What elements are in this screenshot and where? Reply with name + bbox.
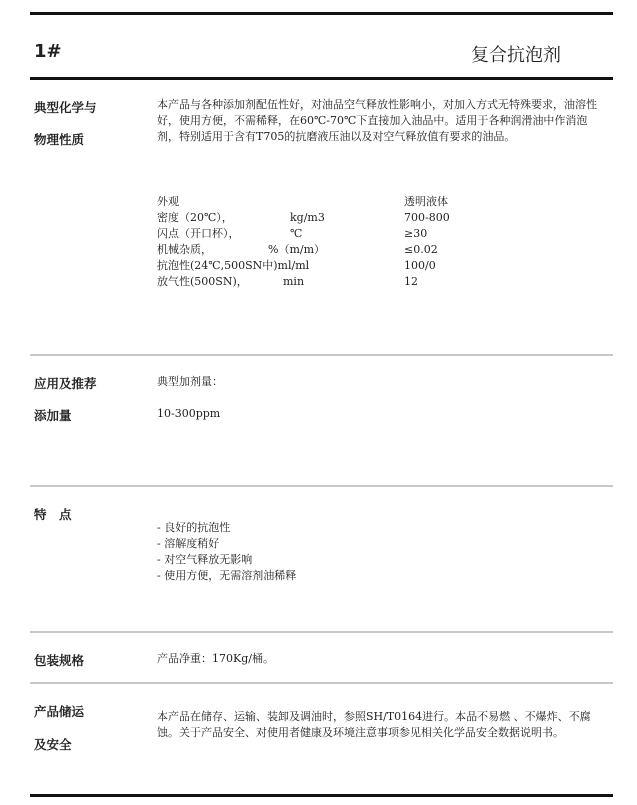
document-number: 1# bbox=[34, 41, 62, 62]
props-label-line2: 物理性质 bbox=[34, 132, 85, 147]
prop-value: ≥30 bbox=[404, 227, 428, 240]
prop-name: 机械杂质， bbox=[157, 243, 212, 256]
prop-name: 抗泡性(24℃,500SN中)ml/ml bbox=[157, 259, 310, 272]
dosage-label-line1: 应用及推荐 bbox=[34, 376, 97, 391]
header-rule bbox=[30, 77, 613, 80]
prop-value: 100/0 bbox=[404, 259, 436, 272]
feature-item: - 良好的抗泡性 bbox=[157, 521, 231, 534]
package-text: 产品净重：170Kg/桶。 bbox=[157, 652, 274, 665]
prop-value: 透明液体 bbox=[404, 195, 448, 208]
features-label: 特 点 bbox=[34, 507, 72, 522]
prop-unit: kg/m3 bbox=[290, 211, 325, 224]
feature-item: - 对空气释放无影响 bbox=[157, 553, 253, 566]
props-label-line1: 典型化学与 bbox=[34, 100, 97, 115]
section-divider bbox=[30, 354, 613, 356]
prop-unit: min bbox=[283, 275, 305, 288]
section-divider bbox=[30, 631, 613, 633]
section-divider bbox=[30, 682, 613, 684]
prop-name: 闪点（开口杯）， bbox=[157, 227, 240, 240]
prop-name: 密度（20℃）， bbox=[157, 211, 233, 224]
storage-label-line1: 产品储运 bbox=[34, 704, 85, 719]
prop-value: ≤0.02 bbox=[404, 243, 438, 256]
dosage-label-line2: 添加量 bbox=[34, 408, 72, 423]
package-label: 包装规格 bbox=[34, 653, 85, 668]
prop-value: 700-800 bbox=[404, 211, 450, 224]
prop-unit: %（m/m） bbox=[268, 243, 326, 256]
top-rule bbox=[30, 12, 613, 15]
bottom-rule bbox=[30, 794, 613, 797]
storage-label-line2: 及安全 bbox=[34, 737, 72, 752]
props-description: 本产品与各种添加剂配伍性好，对油品空气释放性影响小，对加入方式无特殊要求，油溶性好，使用方便，不需稀释，在60℃-70℃下直接加入油品中。适用于各种润滑油中作消泡剂，特别适用于含有T705的抗磨液压油以及对空气释放值有要求的油品。 bbox=[157, 98, 597, 143]
section-divider bbox=[30, 485, 613, 487]
storage-text: 本产品在储存、运输、装卸及调油时，参照SH/T0164进行。本品不易燃 、不爆炸、不腐蚀。关于产品安全、对使用者健康及环境注意事项参见相关化学品安全数据说明书。 bbox=[157, 710, 591, 739]
dosage-line2: 10-300ppm bbox=[157, 407, 221, 420]
feature-item: - 溶解度稍好 bbox=[157, 537, 220, 550]
dosage-line1: 典型加剂量： bbox=[157, 375, 223, 388]
prop-unit: ℃ bbox=[290, 227, 303, 240]
prop-value: 12 bbox=[404, 275, 418, 288]
prop-name: 放气性(500SN)， bbox=[157, 275, 248, 288]
product-name-title: 复合抗泡剂 bbox=[471, 45, 561, 66]
prop-name: 外观 bbox=[157, 195, 179, 208]
feature-item: - 使用方便，无需溶剂油稀释 bbox=[157, 569, 297, 582]
